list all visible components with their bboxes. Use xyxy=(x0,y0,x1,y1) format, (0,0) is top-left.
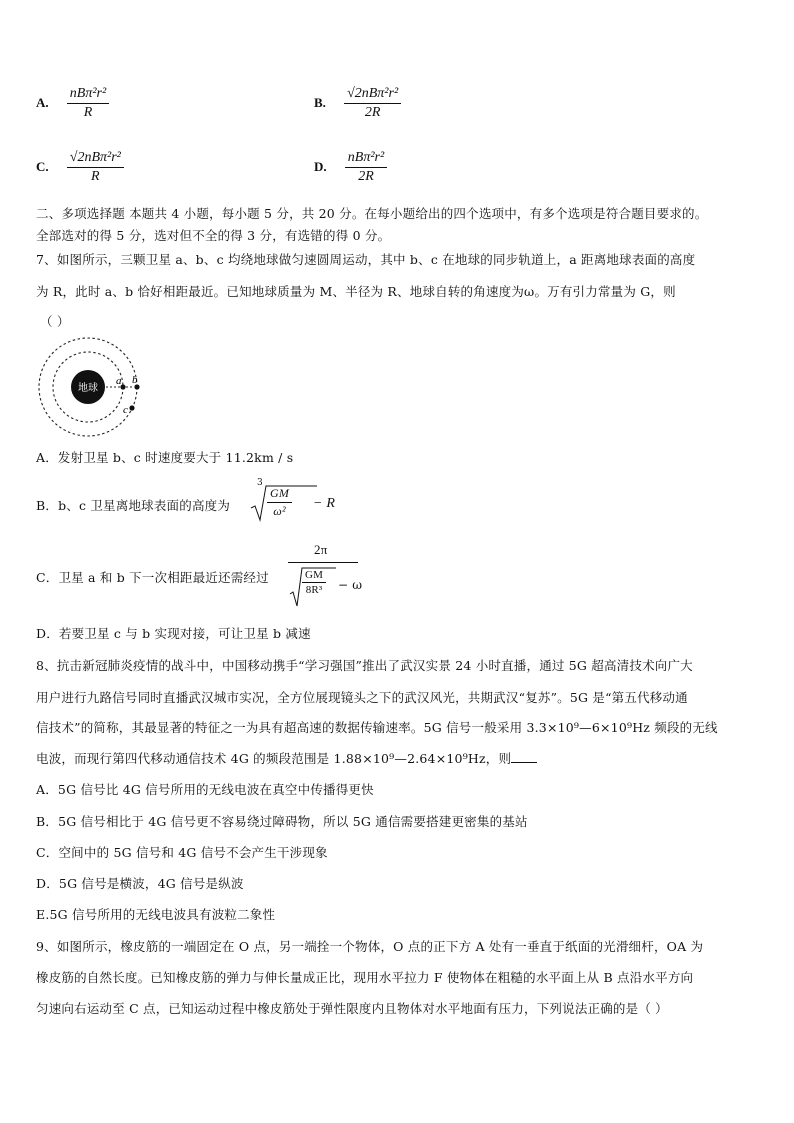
section-heading-line1: 二、多项选择题 本题共 4 小题，每小题 5 分，共 20 分。在每小题给出的四个选项中，有多个选项是符合题目要求的。 xyxy=(36,206,708,221)
q7-option-d: D．若要卫星 c 与 b 实现对接，可让卫星 b 减速 xyxy=(36,626,311,641)
numerator: GM xyxy=(267,486,292,503)
numerator: GM xyxy=(302,569,326,583)
option-d-prev xyxy=(314,150,387,185)
option-letter: C. xyxy=(36,159,49,174)
q7-option-c-text: C．卫星 a 和 b 下一次相距最近还需经过 xyxy=(36,570,269,585)
q8-option-a: A．5G 信号比 4G 信号所用的无线电波在真空中传播得更快 xyxy=(36,782,374,797)
earth-label: 地球 xyxy=(78,383,98,394)
denominator: 2R xyxy=(364,105,381,120)
period-expression xyxy=(286,540,366,610)
q7-option-a: A．发射卫星 b、c 时速度要大于 11.2km / s xyxy=(36,450,294,465)
q8-stem-line4 xyxy=(36,749,537,767)
q8-stem-line3: 信技术”的简称，其最显著的特征之一为具有超高速的数据传输速率。5G 信号一般采用 3.3×10⁹—6×10⁹Hz 频段的无线 xyxy=(36,720,718,735)
q8-option-b: B．5G 信号相比于 4G 信号更不容易绕过障碍物，所以 5G 通信需要搭建更密集的基站 xyxy=(36,814,528,829)
fraction xyxy=(344,86,401,121)
expression-tail: − R xyxy=(313,496,336,511)
q7-option-b-text: B．b、c 卫星离地球表面的高度为 xyxy=(36,498,231,513)
denominator: R xyxy=(83,105,93,120)
option-b-prev xyxy=(314,86,401,121)
q8-option-e: E.5G 信号所用的无线电波具有波粒二象性 xyxy=(36,907,276,922)
label-b: b xyxy=(132,374,138,386)
period-numerator: 2π xyxy=(314,542,328,557)
option-a-prev xyxy=(36,86,109,121)
fraction xyxy=(345,150,387,185)
q8-stem-line4-text: 电波，而现行第四代移动通信技术 4G 的频段范围是 1.88×10⁹—2.64×10⁹Hz，则 xyxy=(36,751,512,766)
root-index: 3 xyxy=(257,478,263,488)
denominator: R xyxy=(91,169,100,184)
q9-stem-line1: 9、如图所示，橡皮筋的一端固定在 O 点，另一端拴一个物体，O 点的正下方 A 处有一垂直于纸面的光滑细杆，OA 为 xyxy=(36,939,704,954)
q7-answer-paren: （ ） xyxy=(40,314,70,329)
cube-root-expression xyxy=(249,478,359,524)
fraction xyxy=(67,86,109,121)
q8-option-c: C．空间中的 5G 信号和 4G 信号不会产生干涉现象 xyxy=(36,845,328,860)
option-letter: D. xyxy=(314,159,327,174)
fraction xyxy=(267,486,292,519)
q7-stem-line1: 7、如图所示，三颗卫星 a、b、c 均绕地球做匀速圆周运动，其中 b、c 在地球的同步轨道上，a 距离地球表面的高度 xyxy=(36,252,696,267)
answer-blank xyxy=(511,752,537,763)
fraction-bar xyxy=(288,562,358,563)
fraction xyxy=(302,569,326,596)
q8-stem-line1: 8、抗击新冠肺炎疫情的战斗中，中国移动携手“学习强国”推出了武汉实景 24 小时直播，通过 5G 超高清技术向广大 xyxy=(36,658,693,673)
option-letter: A. xyxy=(36,95,49,110)
expression-tail: − ω xyxy=(338,578,363,592)
denominator: ω² xyxy=(273,504,286,518)
denominator: 8R³ xyxy=(305,584,323,596)
numerator: nBπ²r² xyxy=(67,86,109,104)
label-a: a xyxy=(116,375,122,387)
numerator: √2nBπ²r² xyxy=(67,150,124,168)
q9-stem-line3: 匀速向右运动至 C 点，已知运动过程中橡皮筋处于弹性限度内且物体对水平地面有压力，下列说法正确的是（ ） xyxy=(36,1001,668,1016)
fraction xyxy=(67,150,124,185)
q7-option-c xyxy=(36,540,363,610)
q8-stem-line2: 用户进行九路信号同时直播武汉城市实况，全方位展现镜头之下的武汉风光，共期武汉“复苏”。5G 是“第五代移动通 xyxy=(36,690,688,705)
section-heading-line2: 全部选对的得 5 分，选对但不全的得 3 分，有选错的得 0 分。 xyxy=(36,228,391,243)
numerator: √2nBπ²r² xyxy=(344,86,401,104)
denominator: 2R xyxy=(358,169,374,184)
satellite-orbit-figure xyxy=(36,336,156,440)
q8-option-d: D．5G 信号是横波，4G 信号是纵波 xyxy=(36,876,244,891)
numerator: nBπ²r² xyxy=(345,150,387,168)
label-c: c xyxy=(123,404,128,416)
option-c-prev xyxy=(36,150,124,185)
q7-stem-line2: 为 R，此时 a、b 恰好相距最近。已知地球质量为 M、半径为 R、地球自转的角速度为ω。万有引力常量为 G，则 xyxy=(36,284,676,299)
option-letter: B. xyxy=(314,95,326,110)
q9-stem-line2: 橡皮筋的自然长度。已知橡皮筋的弹力与伸长量成正比，现用水平拉力 F 使物体在粗糙的水平面上从 B 点沿水平方向 xyxy=(36,970,694,985)
satellite-c xyxy=(129,405,134,410)
q7-option-b xyxy=(36,478,336,524)
